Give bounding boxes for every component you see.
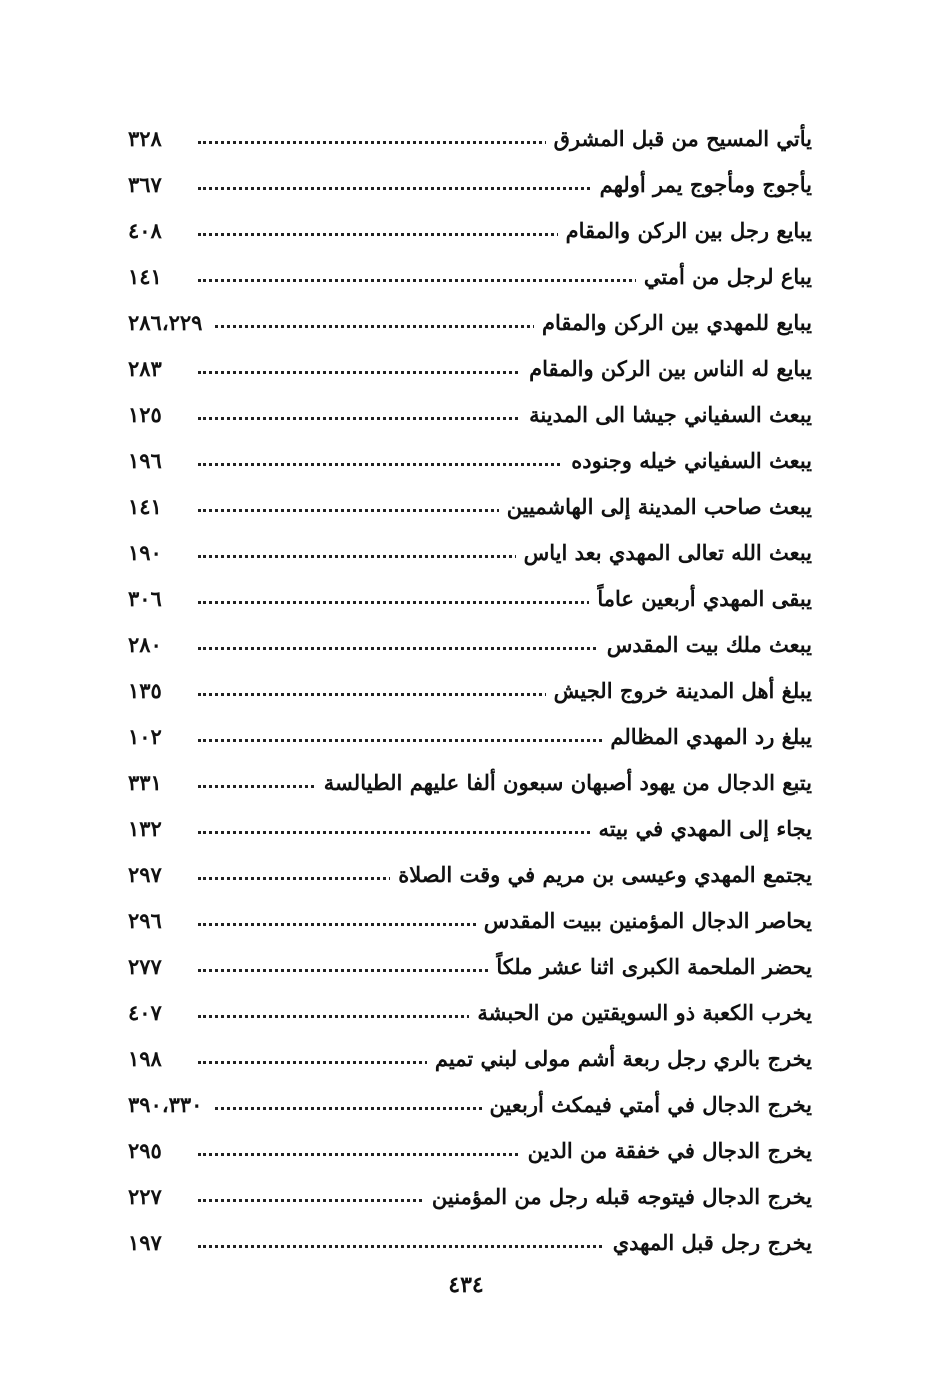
entry-page-numbers: ٣٠٦ [128, 584, 172, 614]
entry-page-numbers: ٢٩٥ [128, 1136, 172, 1166]
index-entry [128, 670, 812, 716]
index-entry [128, 808, 812, 854]
entry-page-numbers: ١٩٧ [128, 1228, 172, 1258]
entry-page-numbers: ١٩٠ [128, 538, 172, 568]
entry-title: يجتمع المهدي وعيسى بن مريم في وقت الصلاة [390, 860, 812, 890]
entry-title: يحاصر الدجال المؤمنين ببيت المقدس [476, 906, 812, 936]
index-entry [128, 1038, 812, 1084]
entry-title: يبعث صاحب المدينة إلى الهاشميين [499, 492, 812, 522]
entry-page-numbers: ١٩٨ [128, 1044, 172, 1074]
entry-page-numbers: ٣٦٧ [128, 170, 172, 200]
index-entry [128, 624, 812, 670]
index-entry [128, 1222, 812, 1268]
entry-page-numbers: ١٠٢ [128, 722, 172, 752]
entry-page-numbers: ٣٣١ [128, 768, 172, 798]
index-entry [128, 1130, 812, 1176]
index-entry [128, 900, 812, 946]
entry-title: يبلغ رد المهدي المظالم [602, 722, 812, 752]
index-entry [128, 946, 812, 992]
index-entry [128, 118, 812, 164]
index-entry [128, 1084, 812, 1130]
entry-title: يخرب الكعبة ذو السويقتين من الحبشة [469, 998, 812, 1028]
entry-title: يبعث السفياني خيله وجنوده [563, 446, 812, 476]
entry-page-numbers: ١٣٥ [128, 676, 172, 706]
entry-title: يخرج الدجال في أمتي فيمكث أربعين [482, 1090, 812, 1120]
entry-title: يأتي المسيح من قبل المشرق [546, 124, 812, 154]
page-number: ٤٣٤ [448, 1272, 484, 1298]
index-entry [128, 440, 812, 486]
entry-page-numbers: ٢٨٦،٢٢٩ [128, 308, 212, 338]
index-entry [128, 256, 812, 302]
entry-title: يبلغ أهل المدينة خروج الجيش [546, 676, 812, 706]
index-entry [128, 992, 812, 1038]
index-entry [128, 854, 812, 900]
entry-page-numbers: ٢٩٧ [128, 860, 172, 890]
entry-page-numbers: ١٩٦ [128, 446, 172, 476]
entry-title: يجاء إلى المهدي في بيته [591, 814, 813, 844]
entry-title: يتبع الدجال من يهود أصبهان سبعون ألفا عليهم الطيالسة [316, 768, 812, 798]
index-entry [128, 486, 812, 532]
entry-title: يخرج بالري رجل ربعة أشم مولى لبني تميم [427, 1044, 812, 1074]
entry-page-numbers: ٣٢٨ [128, 124, 172, 154]
entry-title: يبايع رجل بين الركن والمقام [558, 216, 812, 246]
index-entry [128, 210, 812, 256]
entry-page-numbers: ٢٢٧ [128, 1182, 172, 1212]
entry-title: يأجوج ومأجوج يمر أولهم [592, 170, 812, 200]
entry-title: يباع لرجل من أمتي [636, 262, 812, 292]
entry-page-numbers: ٢٧٧ [128, 952, 172, 982]
entry-page-numbers: ١٢٥ [128, 400, 172, 430]
entry-page-numbers: ٤٠٨ [128, 216, 172, 246]
index-entry [128, 578, 812, 624]
index-entry [128, 348, 812, 394]
index-entry [128, 532, 812, 578]
entry-title: يبعث السفياني جيشا الى المدينة [521, 400, 812, 430]
entry-page-numbers: ١٤١ [128, 262, 172, 292]
entry-page-numbers: ١٤١ [128, 492, 172, 522]
entry-title: يبقى المهدي أربعين عاماً [589, 584, 812, 614]
entry-page-numbers: ٢٨٠ [128, 630, 172, 660]
entry-title: يبايع للمهدي بين الركن والمقام [534, 308, 812, 338]
index-entry [128, 302, 812, 348]
index-entry [128, 1176, 812, 1222]
entry-title: يحضر الملحمة الكبرى اثنا عشر ملكاً [488, 952, 812, 982]
entry-title: يخرج الدجال في خفقة من الدين [520, 1136, 812, 1166]
index-list [128, 118, 812, 1268]
entry-page-numbers: ٤٠٧ [128, 998, 172, 1028]
entry-page-numbers: ٢٩٦ [128, 906, 172, 936]
index-entry [128, 394, 812, 440]
entry-title: يخرج الدجال فيتوجه قبله رجل من المؤمنين [424, 1182, 812, 1212]
index-entry [128, 716, 812, 762]
index-entry [128, 762, 812, 808]
entry-page-numbers: ١٣٢ [128, 814, 172, 844]
entry-title: يخرج رجل قبل المهدي [605, 1228, 812, 1258]
entry-page-numbers: ٢٨٣ [128, 354, 172, 384]
entry-title: يبعث ملك بيت المقدس [599, 630, 812, 660]
entry-title: يبايع له الناس بين الركن والمقام [521, 354, 812, 384]
entry-title: يبعث الله تعالى المهدي بعد اياس [516, 538, 812, 568]
index-entry [128, 164, 812, 210]
entry-page-numbers: ٣٩٠،٣٣٠ [128, 1090, 212, 1120]
